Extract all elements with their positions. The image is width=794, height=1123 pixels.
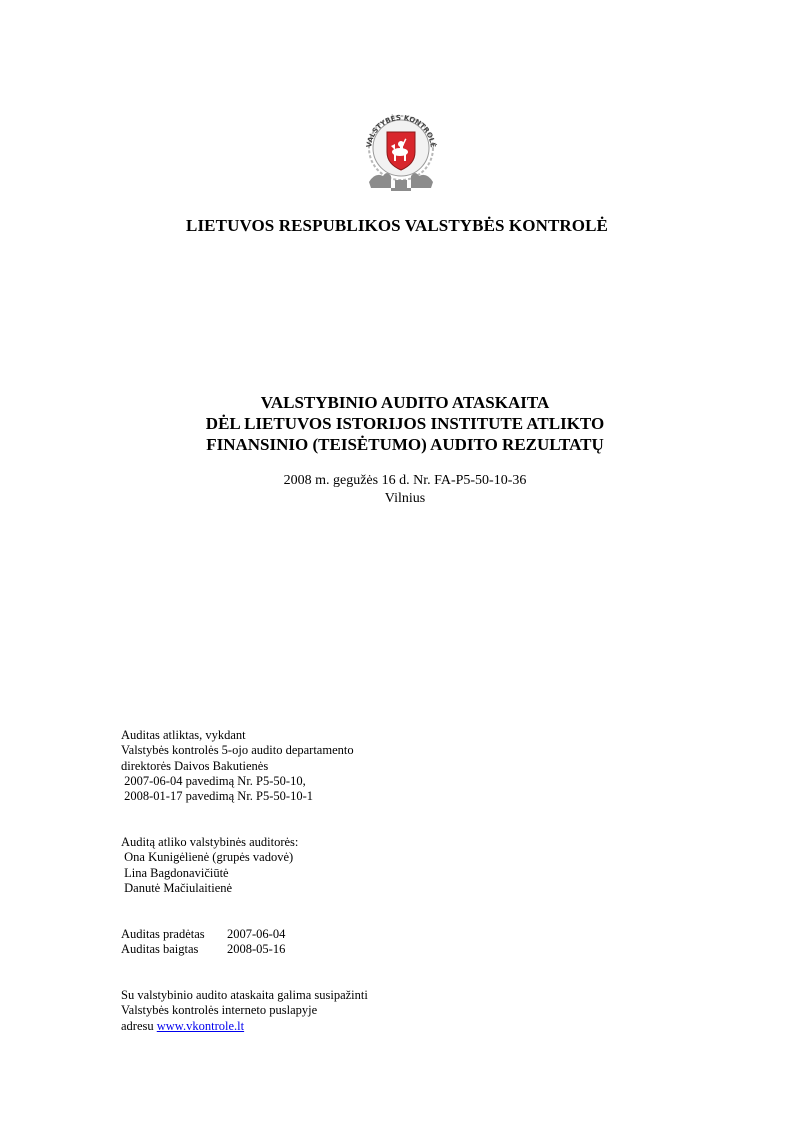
website-address-line <box>121 1019 368 1034</box>
assignment-line-4: 2007-06-04 pavedimą Nr. P5-50-10, <box>121 773 306 788</box>
spacer <box>121 820 368 835</box>
spacer <box>121 957 368 972</box>
organization-title: LIETUVOS RESPUBLIKOS VALSTYBĖS KONTROLĖ <box>186 216 608 235</box>
svg-text:VALSTYBĖS KONTROLĖ: VALSTYBĖS KONTROLĖ <box>365 113 437 149</box>
spacer <box>121 973 368 988</box>
auditor-1: Ona Kunigėlienė (grupės vadovė) <box>121 850 294 865</box>
emblem-icon <box>361 108 441 194</box>
audit-finished-date: 2008-05-16 <box>227 942 286 957</box>
report-city: Vilnius <box>384 491 426 506</box>
audit-started-date: 2007-06-04 <box>227 926 286 941</box>
audit-started-row <box>121 927 368 942</box>
assignment-line-1: Auditas atliktas, vykdant <box>121 728 246 742</box>
report-title <box>0 392 794 455</box>
state-audit-emblem-logo <box>361 108 441 194</box>
address-label: adresu <box>121 1018 157 1033</box>
auditor-3: Danutė Mačiulaitienė <box>121 880 233 895</box>
spacer <box>121 804 368 819</box>
report-meta <box>0 472 794 508</box>
assignment-line-3: direktorės Daivos Bakutienės <box>121 758 269 773</box>
report-title-line-3: FINANSINIO (TEISĖTUMO) AUDITO REZULTATŲ <box>206 435 604 454</box>
website-line-2: Valstybės kontrolės interneto puslapyje <box>121 1003 318 1018</box>
auditor-2: Lina Bagdonavičiūtė <box>121 865 229 880</box>
assignment-line-5: 2008-01-17 pavedimą Nr. P5-50-10-1 <box>121 789 313 804</box>
report-date-number: 2008 m. gegužės 16 d. Nr. FA-P5-50-10-36 <box>283 473 527 488</box>
report-title-line-2: DĖL LIETUVOS ISTORIJOS INSTITUTE ATLIKTO <box>205 414 605 433</box>
assignment-line-2: Valstybės kontrolės 5-ojo audito departamento <box>121 743 354 758</box>
audit-started-label: Auditas pradėtas <box>121 926 205 941</box>
audit-finished-row <box>121 942 368 957</box>
website-line-1: Su valstybinio audito ataskaita galima susipažinti <box>121 988 368 1003</box>
website-link[interactable]: www.vkontrole.lt <box>156 1018 245 1033</box>
spacer <box>121 896 368 911</box>
spacer <box>121 912 368 927</box>
report-title-line-1: VALSTYBINIO AUDITO ATASKAITA <box>260 393 550 412</box>
auditors-heading: Auditą atliko valstybinės auditorės: <box>121 835 299 850</box>
audit-info-block <box>121 728 368 1034</box>
audit-finished-label: Auditas baigtas <box>121 942 199 957</box>
